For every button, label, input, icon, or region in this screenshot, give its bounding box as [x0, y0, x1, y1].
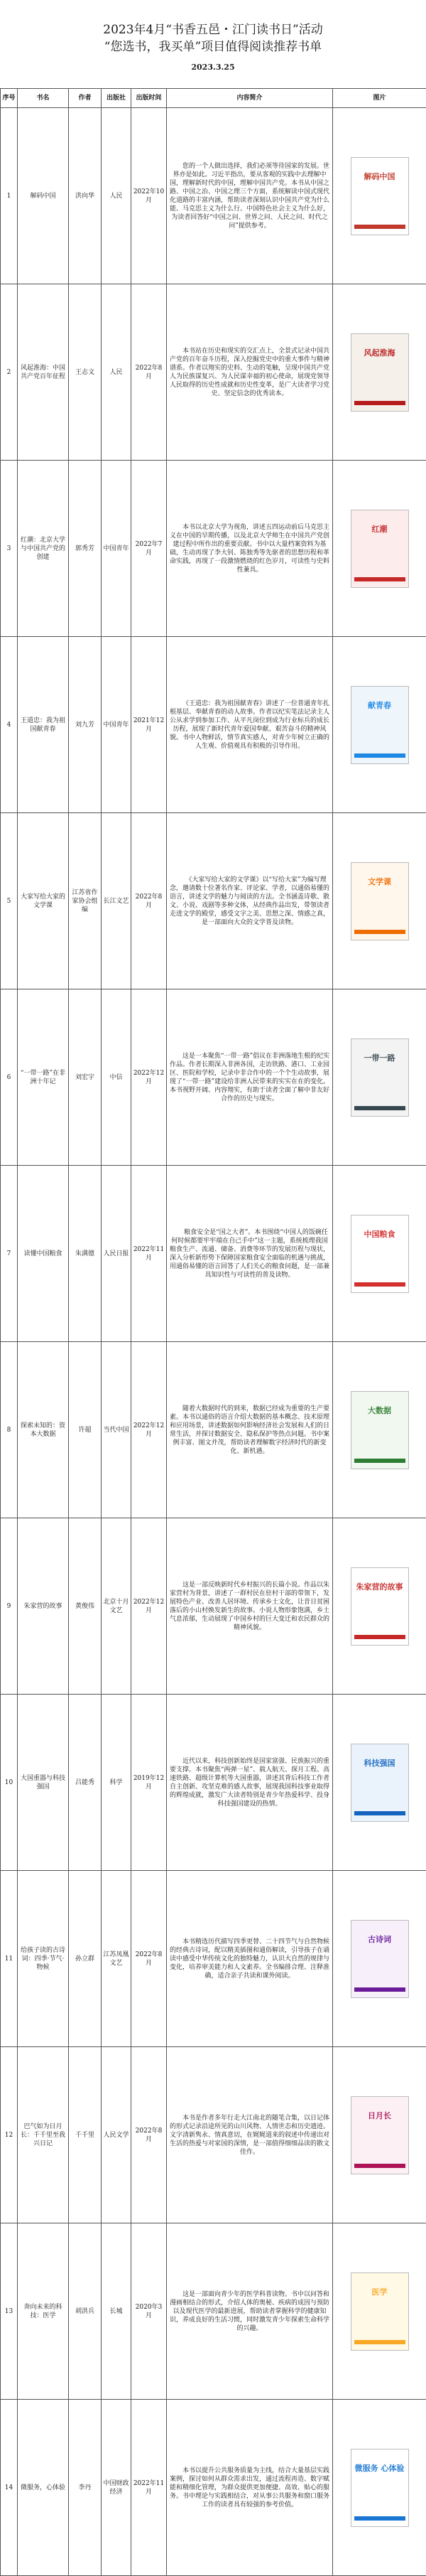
book-author: 郭秀芳: [69, 461, 102, 637]
book-title: 解码中国: [18, 108, 69, 284]
book-cover-stripe: [354, 753, 405, 758]
book-intro-text: 本书以北京大学为视角，讲述五四运动前后马克思主义在中国的早期传播，以及北京大学师生在中国共产党创建过程中所作出的重要贡献。书中以大量档案资料为基础，生动再现了李大钊、陈独秀等先驱者的思想历程和革命实践，再现了一段激情燃烧的红色岁月，可读性与史料性兼具。: [168, 523, 331, 574]
book-intro-text: 本书以提升公共服务质量为主线，结合大量基层实践案例，探讨如何从群众需求出发，通过流程再造、数字赋能和精细化管理，为群众提供更加便捷、高效、贴心的服务。书中理论与实践相结合，对从事公共服务和窗口服务工作的读者具有较强的参考价值。: [168, 2467, 331, 2509]
book-intro-text: 您的一个人做出选择，我们必须等待国家的发展。世界亦是如此。习近平指出，要从客观的实践中去理解中国，理解新时代的中国，理解中国共产党。本书从中国之路、中国之治、中国之理三个方面，系统解读中国式现代化道路的丰富内涵，帮助读者深刻认识中国共产党为什么能、马克思主义为什么行、中国特色社会主义为什么好，为读者回答好“中国之问、世界之问、人民之问、时代之问”提供参考。: [168, 162, 331, 230]
book-author: 李丹: [69, 2400, 102, 2576]
book-intro-text: 本书精选历代描写四季更替、二十四节气与自然物候的经典古诗词，配以精美插图和通俗解读，引导孩子在诵读中感受中华传统文化的独特魅力，认识大自然的规律与变化，培养审美能力和人文素养。全书编排合理、注释准确，适合亲子共读和课外阅读。: [168, 1938, 331, 1980]
col-header-author: 作者: [69, 89, 102, 108]
table-row: [1, 989, 426, 1166]
book-title: 读懂中国粮食: [18, 1166, 69, 1342]
book-publisher: 人民文学: [102, 2047, 131, 2223]
book-cover-cell: [333, 1871, 426, 2047]
book-intro: [167, 108, 333, 284]
book-cover-image: [351, 510, 409, 588]
book-cover-title: 科技强国: [354, 1759, 405, 1769]
book-intro-text: 《王道忠：我为祖国献青春》讲述了一位普通青年扎根基层、奉献青春的动人故事。作者以纪实笔法记录主人公从求学到参加工作、从平凡岗位到成为行业标兵的成长历程，展现了新时代青年爱国奉献、艰苦奋斗的精神风貌。书中人物鲜活，情节真实感人，对青少年树立正确的人生观、价值观具有积极的引导作用。: [168, 699, 331, 751]
book-cover-title: 微服务 心体验: [354, 2464, 405, 2474]
book-cover-cell: [333, 2223, 426, 2400]
book-no: 12: [1, 2047, 18, 2223]
book-title: 巴气如为日月长：千千里至我兴日记: [18, 2047, 69, 2223]
book-no: 10: [1, 1695, 18, 1871]
col-header-title: 书名: [18, 89, 69, 108]
table-row: [1, 2047, 426, 2223]
book-cover-stripe: [354, 577, 405, 581]
book-title: 给孩子读的古诗词：四季·节气·物候: [18, 1871, 69, 2047]
col-header-no: 序号: [1, 89, 18, 108]
col-header-cover: 图片: [333, 89, 426, 108]
book-date: 2022年8月: [131, 2047, 167, 2223]
book-date: 2022年8月: [131, 284, 167, 461]
book-cover-image: [351, 157, 409, 235]
book-title: “一带一路”在非洲十年记: [18, 989, 69, 1166]
book-cover-title: 医学: [354, 2287, 405, 2297]
book-author: 孙立群: [69, 1871, 102, 2047]
book-publisher: 长城: [102, 2223, 131, 2400]
book-intro-text: 本书站在历史和现实的交汇点上，全景式记录中国共产党的百年奋斗历程，深入挖掘党史中的重大事件与精神谱系。作者以翔实的史料、生动的笔触，呈现中国共产党人为民族谋复兴、为人民谋幸福的初心使命，展现党领导人民取得的历史性成就和历史性变革，是广大读者学习党史、坚定信念的优秀读本。: [168, 347, 331, 398]
book-title: 奔向未来的科技：医学: [18, 2223, 69, 2400]
table-header-row: [1, 89, 426, 108]
book-no: 4: [1, 637, 18, 813]
table-row: [1, 1342, 426, 1518]
book-cover-cell: [333, 461, 426, 637]
book-cover-title: 红潮: [354, 525, 405, 535]
book-no: 3: [1, 461, 18, 637]
book-no: 13: [1, 2223, 18, 2400]
book-title: 朱家营的故事: [18, 1518, 69, 1695]
page-subtitle: “您选书，我买单”项目值得阅读推荐书单: [0, 38, 426, 55]
book-cover-cell: [333, 1166, 426, 1342]
book-no: 11: [1, 1871, 18, 2047]
table-row: [1, 1695, 426, 1871]
book-intro: [167, 1518, 333, 1695]
book-table: [0, 88, 426, 2576]
book-cover-stripe: [354, 2340, 405, 2344]
book-date: 2022年12月: [131, 1518, 167, 1695]
book-title: 红潮：北京大学与中国共产党的创建: [18, 461, 69, 637]
book-cover-stripe: [354, 1106, 405, 1110]
book-cover-image: [351, 2096, 409, 2174]
book-author: 胡洪兵: [69, 2223, 102, 2400]
book-title: 微服务，心体验: [18, 2400, 69, 2576]
book-cover-stripe: [354, 1282, 405, 1287]
book-cover-image: [351, 1744, 409, 1822]
book-cover-stripe: [354, 401, 405, 405]
book-publisher: 中信: [102, 989, 131, 1166]
table-row: [1, 1518, 426, 1695]
book-cover-image: [351, 1215, 409, 1293]
book-cover-cell: [333, 108, 426, 284]
book-date: 2022年10月: [131, 108, 167, 284]
table-row: [1, 637, 426, 813]
book-cover-image: [351, 1567, 409, 1646]
book-intro: [167, 637, 333, 813]
book-no: 9: [1, 1518, 18, 1695]
book-publisher: 北京十月文艺: [102, 1518, 131, 1695]
book-intro: [167, 284, 333, 461]
book-cover-title: 大数据: [354, 1406, 405, 1416]
book-date: 2022年12月: [131, 989, 167, 1166]
book-cover-stripe: [354, 1811, 405, 1815]
table-row: [1, 1871, 426, 2047]
book-publisher: 江苏凤凰文艺: [102, 1871, 131, 2047]
book-cover-image: [351, 2449, 409, 2527]
book-cover-cell: [333, 637, 426, 813]
book-date: 2020年3月: [131, 2223, 167, 2400]
book-intro: [167, 813, 333, 989]
book-publisher: 当代中国: [102, 1342, 131, 1518]
book-publisher: 中国青年: [102, 637, 131, 813]
book-no: 1: [1, 108, 18, 284]
book-no: 5: [1, 813, 18, 989]
table-row: [1, 461, 426, 637]
book-cover-stripe: [354, 930, 405, 934]
book-publisher: 中国财政经济: [102, 2400, 131, 2576]
book-publisher: 中国青年: [102, 461, 131, 637]
book-cover-image: [351, 333, 409, 412]
book-publisher: 人民: [102, 284, 131, 461]
book-cover-image: [351, 1920, 409, 1998]
page-title: 2023年4月“书香五邑・江门读书日”活动: [0, 0, 426, 38]
book-intro: [167, 2223, 333, 2400]
book-date: 2022年7月: [131, 461, 167, 637]
book-intro-text: 这是一部反映新时代乡村振兴的长篇小说。作品以朱家营村为背景，讲述了一群村民在驻村干部的带领下，发展特色产业、改善人居环境、传承乡土文化，让昔日贫困落后的小山村焕发新生的故事。小说人物形象饱满，乡土气息浓郁，生动展现了中国乡村的巨大变迁和农民群众的精神风貌。: [168, 1581, 331, 1632]
book-cover-cell: [333, 1695, 426, 1871]
book-cover-image: [351, 862, 409, 940]
book-date: 2021年12月: [131, 637, 167, 813]
book-cover-title: 风起淮海: [354, 348, 405, 358]
book-cover-image: [351, 1391, 409, 1469]
book-no: 6: [1, 989, 18, 1166]
book-author: 千千里: [69, 2047, 102, 2223]
book-intro: [167, 1695, 333, 1871]
book-author: 许超: [69, 1342, 102, 1518]
book-intro-text: 随着大数据时代的到来，数据已经成为重要的生产要素。本书以通俗的语言介绍大数据的基本概念、技术原理和应用场景，讲述数据如何影响经济社会发展和人们的日常生活，并探讨数据安全、隐私保护等热点问题。书中案例丰富、图文并茂，帮助读者理解数字经济时代的新变化、新机遇。: [168, 1405, 331, 1456]
book-no: 14: [1, 2400, 18, 2576]
book-author: 刘九芳: [69, 637, 102, 813]
book-cover-image: [351, 1039, 409, 1117]
book-cover-cell: [333, 2400, 426, 2576]
book-author: 王志文: [69, 284, 102, 461]
book-intro-text: 《大家写给大家的文学课》以“写给大家”为编写理念，邀请数十位著名作家、评论家、学者，以通俗易懂的语言，讲述文学的魅力与阅读的方法。全书涵盖诗歌、散文、小说、戏剧等多种文体，从经典作品出发，带领读者走进文学的殿堂，感受文字之美、思想之深、情感之真，是一部面向大众的文学普及读物。: [168, 876, 331, 927]
book-intro-text: 本书是作者多年行走大江南北的随笔合集，以日记体的形式记录沿途所见的山川风物、人情世态和历史遗迹。文字清新隽永、情真意切，在娓娓道来的叙述中传递出对生活的热爱与对家国的深情，是一部值得细细品读的散文佳作。: [168, 2114, 331, 2157]
book-cover-title: 解码中国: [354, 172, 405, 182]
book-no: 2: [1, 284, 18, 461]
book-cover-title: 古诗词: [354, 1935, 405, 1945]
book-author: 吕能秀: [69, 1695, 102, 1871]
book-author: 朱满德: [69, 1166, 102, 1342]
book-title: 探索未知的：资本大数据: [18, 1342, 69, 1518]
list-date: 2023.3.25: [0, 63, 426, 72]
book-cover-title: 朱家营的故事: [354, 1582, 405, 1592]
book-cover-title: 文学课: [354, 877, 405, 887]
book-cover-stripe: [354, 1635, 405, 1639]
book-intro-text: 这是一部面向青少年的医学科普读物。书中以问答和漫画相结合的形式，介绍人体的奥秘、疾病的成因与预防以及现代医学的最新进展，帮助读者掌握科学的健康知识，养成良好的生活习惯，同时激发青少年探索生命科学的兴趣。: [168, 2290, 331, 2333]
book-intro: [167, 989, 333, 1166]
book-author: 刘宏宇: [69, 989, 102, 1166]
book-cover-cell: [333, 1518, 426, 1695]
book-publisher: 人民: [102, 108, 131, 284]
book-author: 江苏省作家协会组编: [69, 813, 102, 989]
book-intro: [167, 461, 333, 637]
table-body: [1, 108, 426, 2576]
book-cover-title: 中国粮食: [354, 1230, 405, 1240]
book-intro: [167, 2400, 333, 2576]
book-cover-title: 一带一路: [354, 1053, 405, 1063]
book-author: 黄俊伟: [69, 1518, 102, 1695]
book-cover-image: [351, 686, 409, 764]
book-author: 洪向华: [69, 108, 102, 284]
book-publisher: 科学: [102, 1695, 131, 1871]
book-date: 2022年8月: [131, 1871, 167, 2047]
book-date: 2022年11月: [131, 2400, 167, 2576]
book-cover-cell: [333, 284, 426, 461]
book-publisher: 长江文艺: [102, 813, 131, 989]
book-cover-cell: [333, 2047, 426, 2223]
book-title: 风起淮海：中国共产党百年征程: [18, 284, 69, 461]
book-cover-stripe: [354, 225, 405, 229]
table-row: [1, 2223, 426, 2400]
book-date: 2022年12月: [131, 1342, 167, 1518]
book-title: 大国重器与科技强国: [18, 1695, 69, 1871]
book-cover-cell: [333, 1342, 426, 1518]
book-intro-text: 这是一本聚焦“一带一路”倡议在非洲落地生根的纪实作品。作者长期深入非洲各国，走访铁路、港口、工业园区、医院和学校，记录中非合作中的一个个生动故事，展现了“一带一路”建设给非洲人民带来的实实在在的变化。本书视野开阔、内容翔实，有助于读者全面了解中非友好合作的历史与现实。: [168, 1052, 331, 1103]
book-cover-stripe: [354, 1987, 405, 1992]
table-row: [1, 284, 426, 461]
book-title: 王道忠：我为祖国献青春: [18, 637, 69, 813]
col-header-date: 出版时间: [131, 89, 167, 108]
table-row: [1, 2400, 426, 2576]
book-no: 7: [1, 1166, 18, 1342]
table-row: [1, 1166, 426, 1342]
book-cover-cell: [333, 813, 426, 989]
book-intro: [167, 1871, 333, 2047]
book-cover-stripe: [354, 2516, 405, 2521]
book-cover-cell: [333, 989, 426, 1166]
book-cover-stripe: [354, 2164, 405, 2168]
book-cover-title: 献青春: [354, 701, 405, 711]
table-row: [1, 813, 426, 989]
book-publisher: 人民日报: [102, 1166, 131, 1342]
book-cover-stripe: [354, 1459, 405, 1463]
book-intro-text: 近代以来，科技创新始终是国家富强、民族振兴的重要支撑。本书聚焦“两弹一星”、载人航天、探月工程、高速铁路、超级计算机等大国重器，讲述其背后科技工作者自主创新、攻坚克难的感人故事，展现我国科技事业取得的辉煌成就，激发广大读者特别是青少年热爱科学、投身科技强国建设的热情。: [168, 1757, 331, 1808]
col-header-publisher: 出版社: [102, 89, 131, 108]
page-header: [0, 0, 426, 88]
book-intro-text: 粮食安全是“国之大者”。本书围绕“中国人的饭碗任何时候都要牢牢端在自己手中”这一主题，系统梳理我国粮食生产、流通、储备、消费等环节的发展历程与现状，深入分析新形势下保障国家粮食安全面临的机遇与挑战，用通俗易懂的语言回答了人们关心的粮食问题，是一部兼具知识性与可读性的普及读物。: [168, 1228, 331, 1279]
book-intro: [167, 1166, 333, 1342]
col-header-intro: 内容简介: [167, 89, 333, 108]
book-intro: [167, 2047, 333, 2223]
book-date: 2022年8月: [131, 813, 167, 989]
book-intro: [167, 1342, 333, 1518]
book-date: 2019年12月: [131, 1695, 167, 1871]
book-title: 大家写给大家的文学课: [18, 813, 69, 989]
table-row: [1, 108, 426, 284]
book-cover-image: [351, 2272, 409, 2351]
book-no: 8: [1, 1342, 18, 1518]
book-date: 2022年11月: [131, 1166, 167, 1342]
book-cover-title: 日月长: [354, 2111, 405, 2121]
